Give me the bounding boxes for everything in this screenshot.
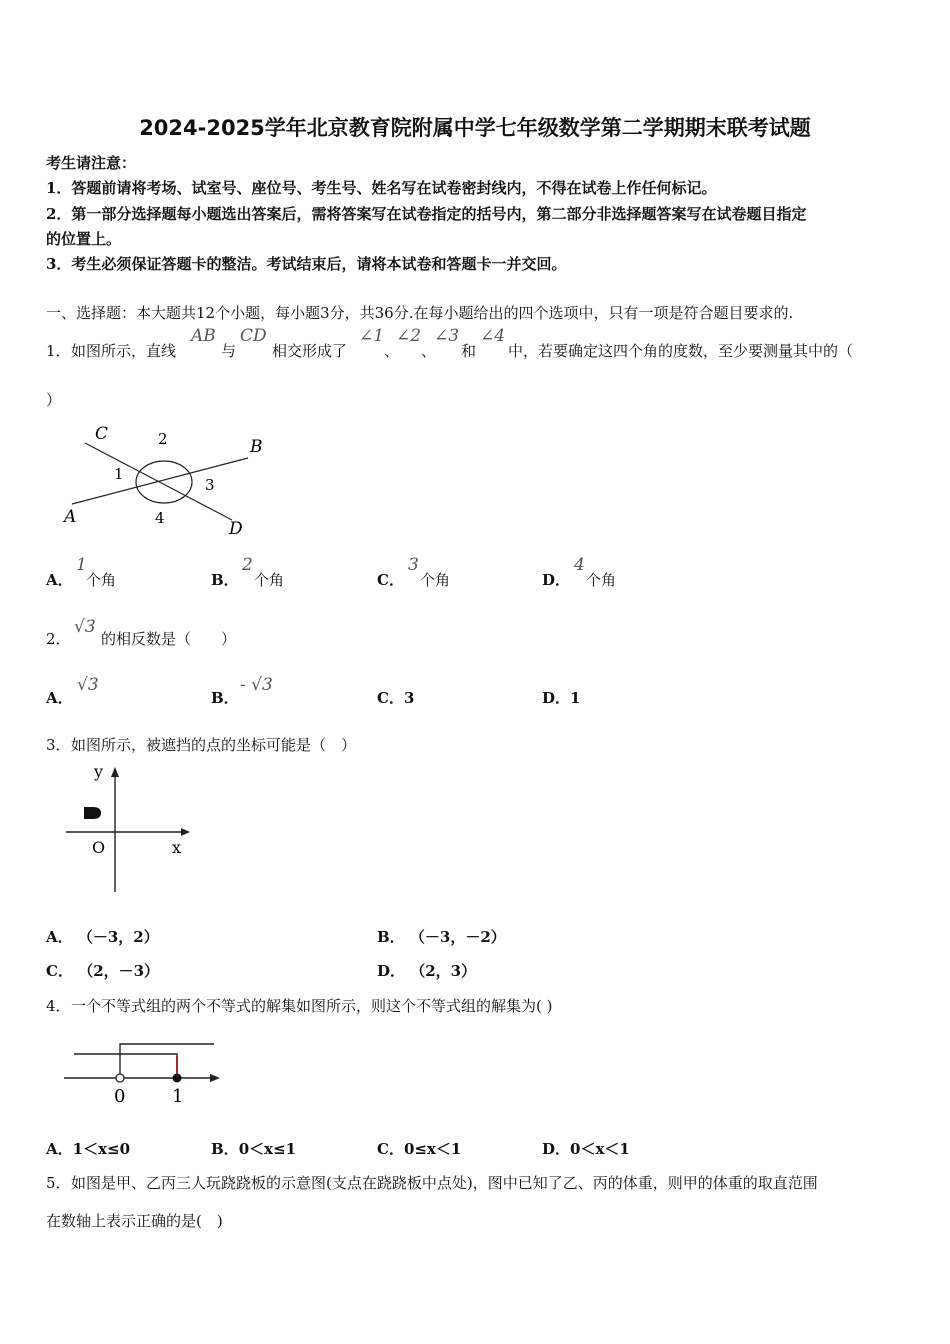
q1-number: 1． — [46, 342, 71, 360]
section-heading: 一、选择题：本大题共12个小题，每小题3分，共36分.在每小题给出的四个选项中，只有一项是符合题目要求的. — [46, 304, 794, 322]
q3-option-c-text: （2，－3） — [78, 962, 160, 980]
q3-option-d-text: （2，3） — [410, 962, 477, 980]
q1-label-a: A — [64, 507, 77, 527]
q1-label-3: 3 — [205, 476, 215, 494]
q4-option-b[interactable] — [211, 1138, 296, 1159]
q2-option-c-label: C． — [377, 689, 404, 707]
q3-stem: 如图所示，被遮挡的点的坐标可能是（ ） — [71, 736, 357, 754]
notice-item-2: 2．第一部分选择题每小题选出答案后，需将答案写在试卷指定的括号内，第二部分非选择题答案写在试卷题目指定 — [46, 205, 807, 223]
q4-arrow-icon — [210, 1074, 220, 1082]
q2-option-a-label: A． — [46, 689, 73, 707]
q4-label-0: 0 — [114, 1086, 126, 1107]
q1-option-d-num: 4 — [574, 555, 585, 575]
q5-stem-line-1: 如图是甲、乙丙三人玩跷跷板的示意图(支点在跷跷板中点处)，图中已知了乙、丙的体重，则甲的体重的取直范围 — [71, 1174, 818, 1192]
q1-angle-3: ∠3 — [434, 326, 460, 346]
q3-option-b-label: B． — [377, 928, 405, 946]
q1-label-d: D — [229, 519, 243, 539]
q1-option-a-text: 个角 — [86, 571, 117, 589]
q4-option-d[interactable] — [542, 1138, 630, 1159]
q1-option-a-label: A． — [46, 571, 73, 589]
q4-closed-point — [173, 1074, 182, 1083]
q4-option-c[interactable] — [377, 1138, 461, 1159]
q4-option-c-label: C． — [377, 1140, 404, 1158]
q3-label-x: x — [172, 838, 182, 857]
q4-option-d-label: D． — [542, 1140, 571, 1158]
q1-option-d-label: D． — [542, 571, 571, 589]
q2-option-d-label: D． — [542, 689, 571, 707]
q2-number: 2． — [46, 630, 71, 648]
page-title: 2024-2025学年北京教育院附属中学七年级数学第二学期期末联考试题 — [139, 116, 811, 140]
q4-range-right — [120, 1044, 214, 1074]
notice-heading: 考生请注意： — [46, 154, 137, 172]
q1-text-4: 和 — [461, 342, 477, 360]
q1-label-b: B — [250, 437, 263, 457]
q4-option-b-label: B． — [211, 1140, 239, 1158]
q1-text-2: 与 — [221, 342, 237, 360]
q1-line-cd: CD — [240, 326, 267, 346]
q1-angle-1: ∠1 — [359, 326, 385, 346]
q1-label-1: 1 — [114, 465, 124, 483]
q1-option-b-num: 2 — [242, 555, 253, 575]
q5-number: 5． — [46, 1174, 71, 1192]
q3-option-a-label: A． — [46, 928, 73, 946]
q1-option-b-label: B． — [211, 571, 239, 589]
q1-text-3: 相交形成了 — [272, 342, 348, 360]
notice-item-2-cont: 的位置上。 — [46, 230, 122, 248]
q1-text-5: 中，若要确定这四个角的度数，至少要测量其中的（ — [508, 342, 854, 360]
q1-label-4: 4 — [155, 509, 165, 527]
q1-option-c-text: 个角 — [420, 571, 451, 589]
q1-sep-2: 、 — [421, 342, 437, 360]
q4-number: 4． — [46, 997, 71, 1015]
q1-option-b-text: 个角 — [254, 571, 285, 589]
q5-stem-line-2: 在数轴上表示正确的是( ) — [46, 1212, 223, 1230]
q3-label-o: O — [92, 838, 106, 857]
q3-option-a-text: （－3，2） — [77, 928, 159, 946]
q3-option-c-label: C． — [46, 962, 73, 980]
q1-label-c: C — [95, 424, 109, 444]
q4-option-a[interactable] — [46, 1138, 130, 1159]
q4-option-a-label: A． — [46, 1140, 73, 1158]
q4-open-point — [116, 1074, 124, 1082]
q2-option-d-text: 1 — [570, 689, 581, 707]
q1-option-c-label: C． — [377, 571, 404, 589]
notice-item-1: 1．答题前请将考场、试室号、座位号、考生号、姓名写在试卷密封线内，不得在试卷上作任何标记。 — [46, 179, 717, 197]
q1-option-d-text: 个角 — [586, 571, 617, 589]
q1-close-paren: ） — [46, 391, 62, 409]
q4-stem: 一个不等式组的两个不等式的解集如图所示，则这个不等式组的解集为( ) — [71, 997, 553, 1015]
q3-option-b-text: （－3，－2） — [409, 928, 506, 946]
q4-option-c-text: 0≤x＜1 — [403, 1140, 462, 1158]
q2-option-c-text: 3 — [403, 689, 415, 707]
q4-option-a-text: 1＜x≤0 — [72, 1140, 131, 1158]
q2-option-b-label: B． — [211, 689, 239, 707]
q1-line-ab: AB — [191, 326, 216, 346]
q4-range-left — [74, 1054, 177, 1074]
q2-sqrt3: √3 — [74, 617, 96, 637]
q2-option-b-text: - √3 — [240, 675, 273, 695]
q4-label-1: 1 — [172, 1086, 184, 1107]
q1-label-2: 2 — [158, 430, 168, 448]
q1-option-a-num: 1 — [76, 555, 87, 575]
q3-label-y: y — [94, 762, 104, 781]
notice-item-3: 3．考生必须保证答题卡的整洁。考试结束后，请将本试卷和答题卡一并交回。 — [46, 255, 567, 273]
q1-option-c-num: 3 — [408, 555, 419, 575]
q1-sep-1: 、 — [384, 342, 400, 360]
q2-option-a-text: √3 — [77, 675, 99, 695]
q4-option-b-text: 0＜x≤1 — [238, 1140, 297, 1158]
q1-angle-4: ∠4 — [480, 326, 506, 346]
q3-option-d-label: D． — [377, 962, 406, 980]
q1-angle-2: ∠2 — [396, 326, 422, 346]
q3-number: 3． — [46, 736, 71, 754]
q2-stem: 的相反数是（ ） — [101, 630, 237, 648]
q4-option-d-text: 0＜x＜1 — [570, 1140, 630, 1158]
q1-text-1: 如图所示，直线 — [71, 342, 177, 360]
